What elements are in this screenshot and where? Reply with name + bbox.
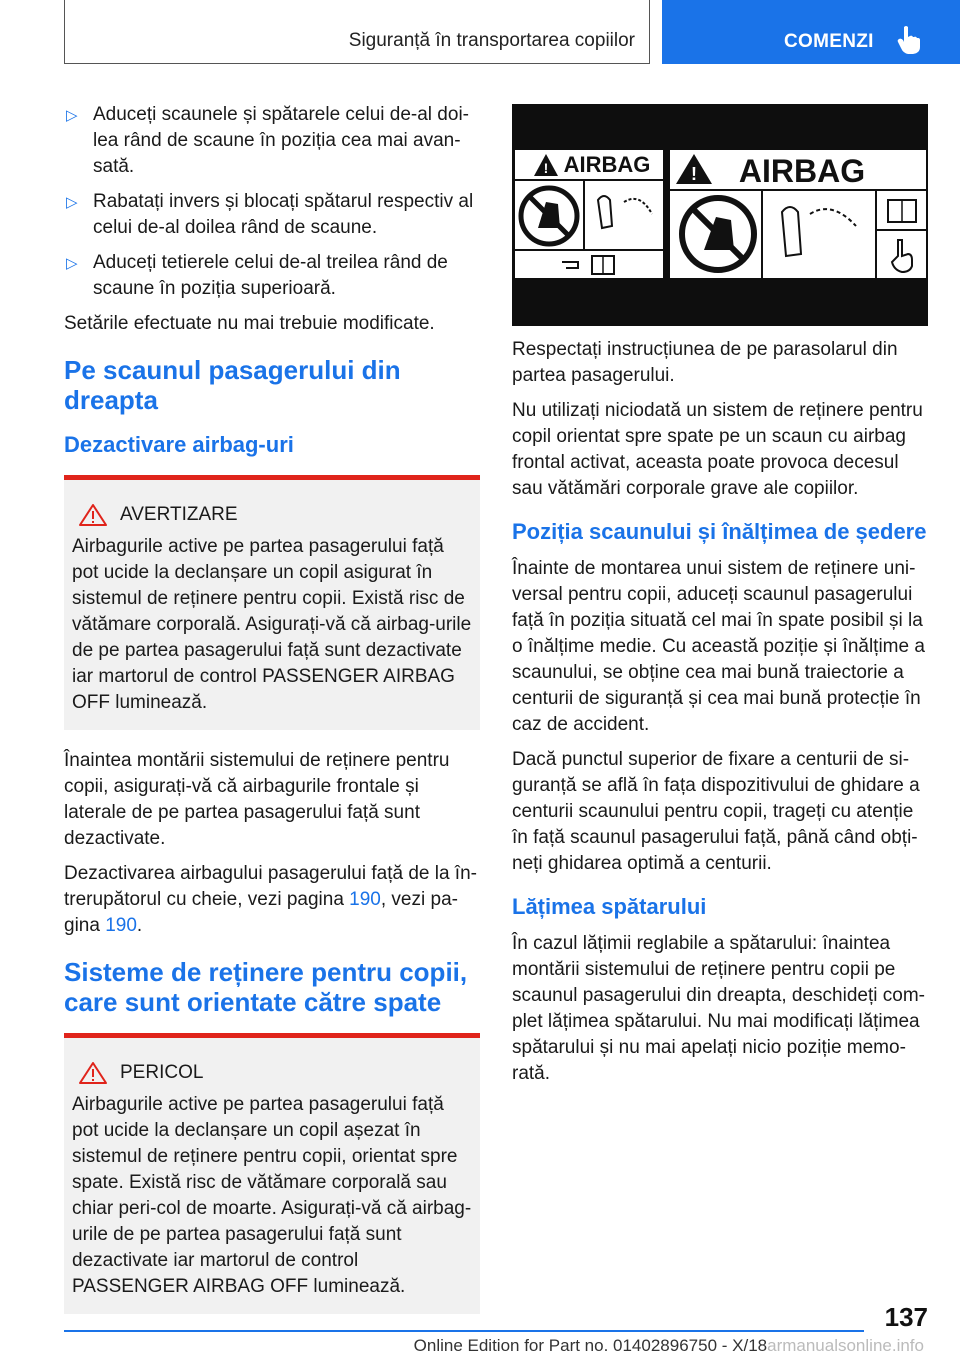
danger-title: PERICOL xyxy=(120,1062,204,1083)
heading-rear-facing: Sisteme de reținere pentru copii, care sunt orientate către spate xyxy=(64,957,468,1017)
para-seat-position: Înainte de montarea unui sistem de reținere uni-versal pentru copii, aduceți scaunul pasagerului față în poziția situată cel mai în spate posibil și la o înălțime medie. Cu această poziție și înălțime a scaunului, se obține cea mai bună traiectorie a centurii de siguranță și cea mai bună protecție în caz de accident. xyxy=(512,558,925,735)
heading-passenger-seat: Pe scaunul pasagerului din dreapta xyxy=(64,355,401,415)
right-column xyxy=(512,337,928,1096)
section-title: Siguranță în transportarea copiilor xyxy=(348,30,635,51)
para-sunvisor: Respectați instrucțiunea de pe parasolarul din partea pasagerului. xyxy=(512,339,898,386)
warning-box xyxy=(64,475,480,730)
list-item: ▷ Aduceți tetierele celui de-al treilea rând de scaune în poziția superioară. xyxy=(66,252,448,299)
danger-box xyxy=(64,1033,480,1314)
footer-divider xyxy=(64,1330,864,1332)
list-item: ▷ Aduceți scaunele și spătarele celui de-al doi-lea rând de scaune în poziția cea mai avan-sată. xyxy=(66,104,469,177)
svg-text:AIRBAG: AIRBAG xyxy=(563,152,651,177)
warning-text: Airbagurile active pe partea pasagerului față pot ucide la declanșare un copil asigurat în sistemul de reținere pentru copii. Există risc de vătămare corporală. Asigurați-vă că airbag-urile de pe partea pasagerului față sunt dezactivate iar martorul de control PASSENGER AIRBAG OFF luminează. xyxy=(72,536,472,713)
hand-pointer-icon xyxy=(896,25,922,55)
warning-triangle-icon xyxy=(78,1061,108,1085)
warning-title: AVERTIZARE xyxy=(120,504,238,525)
heading-deactivate-airbags: Dezactivare airbag-uri xyxy=(64,432,294,457)
watermark: armanualsonline.info xyxy=(767,1336,924,1355)
para-before-mount: Înaintea montării sistemului de reținere pentru copii, asigurați-vă că airbagurile frontale și laterale de pe partea pasagerului față sunt dezactivate. xyxy=(64,750,450,849)
page-link[interactable]: 190 xyxy=(349,889,381,910)
page-number: 137 xyxy=(884,1302,928,1332)
para-backrest-width: În cazul lățimii reglabile a spătarului: înaintea montării sistemului de reținere pentru copii pe scaunul pasagerului din dreapta, deschideți com-plet lățimea spătarului. Nu mai modificați lățimea spătarului și nu mai apelați nicio poziție memo-rată. xyxy=(512,933,925,1084)
svg-text:AIRBAG: AIRBAG xyxy=(738,153,866,189)
triangle-bullet-icon: ▷ xyxy=(66,194,78,211)
heading-backrest-width: Lățimea spătarului xyxy=(512,894,707,919)
svg-text:!: ! xyxy=(543,160,549,176)
airbag-warning-label-image xyxy=(512,104,928,326)
page-link[interactable]: 190 xyxy=(105,915,137,936)
para-belt-anchor: Dacă punctul superior de fixare a centurii de si-guranță se află în fața dispozitivului de ghidare a centurii scaunului pentru copii, trageți cu atenție în față scaunul pasagerului față, până când obți-neți ghidarea optimă a centurii. xyxy=(512,749,920,874)
list-item: ▷ Rabatați invers și blocați spătarul respectiv al celui de-al doilea rând de scaune. xyxy=(66,191,474,238)
warning-triangle-icon xyxy=(78,503,108,527)
svg-text:!: ! xyxy=(691,164,697,184)
triangle-bullet-icon: ▷ xyxy=(66,107,78,124)
header-section-box xyxy=(64,0,650,64)
para-deactivation: Dezactivarea airbagului pasagerului față de la în-trerupătorul cu cheie, vezi pagina 190, vezi pa-gina 190. xyxy=(64,863,477,936)
heading-seat-position: Poziția scaunului și înălțimea de ședere xyxy=(512,519,927,544)
footer-edition xyxy=(414,1336,924,1356)
settings-note: Setările efectuate nu mai trebuie modificate. xyxy=(64,313,435,334)
danger-text: Airbagurile active pe partea pasagerului față pot ucide la declanșare un copil așezat în sistemul de reținere pentru copii, orientat spre spate. Există risc de vătămare corporală sau chiar peri-col de moarte. Asigurați-vă că airbag-urile de pe partea pasagerului față sunt dezactivate iar martorul de control PASSENGER AIRBAG OFF luminează. xyxy=(72,1094,472,1297)
left-column xyxy=(64,102,480,1332)
tab-comenzi[interactable] xyxy=(662,0,960,64)
para-never-use: Nu utilizați niciodată un sistem de reținere pentru copil orientat spre spate pe un scaun cu airbag frontal activat, aceasta poate provoca decesul sau vătămări corporale grave ale copiilor. xyxy=(512,400,923,499)
airbag-label-illustration xyxy=(512,104,928,326)
tab-comenzi-label: COMENZI xyxy=(784,31,874,52)
triangle-bullet-icon: ▷ xyxy=(66,255,78,272)
edition-text: Online Edition for Part no. 01402896750 - X/18 xyxy=(413,1336,768,1355)
